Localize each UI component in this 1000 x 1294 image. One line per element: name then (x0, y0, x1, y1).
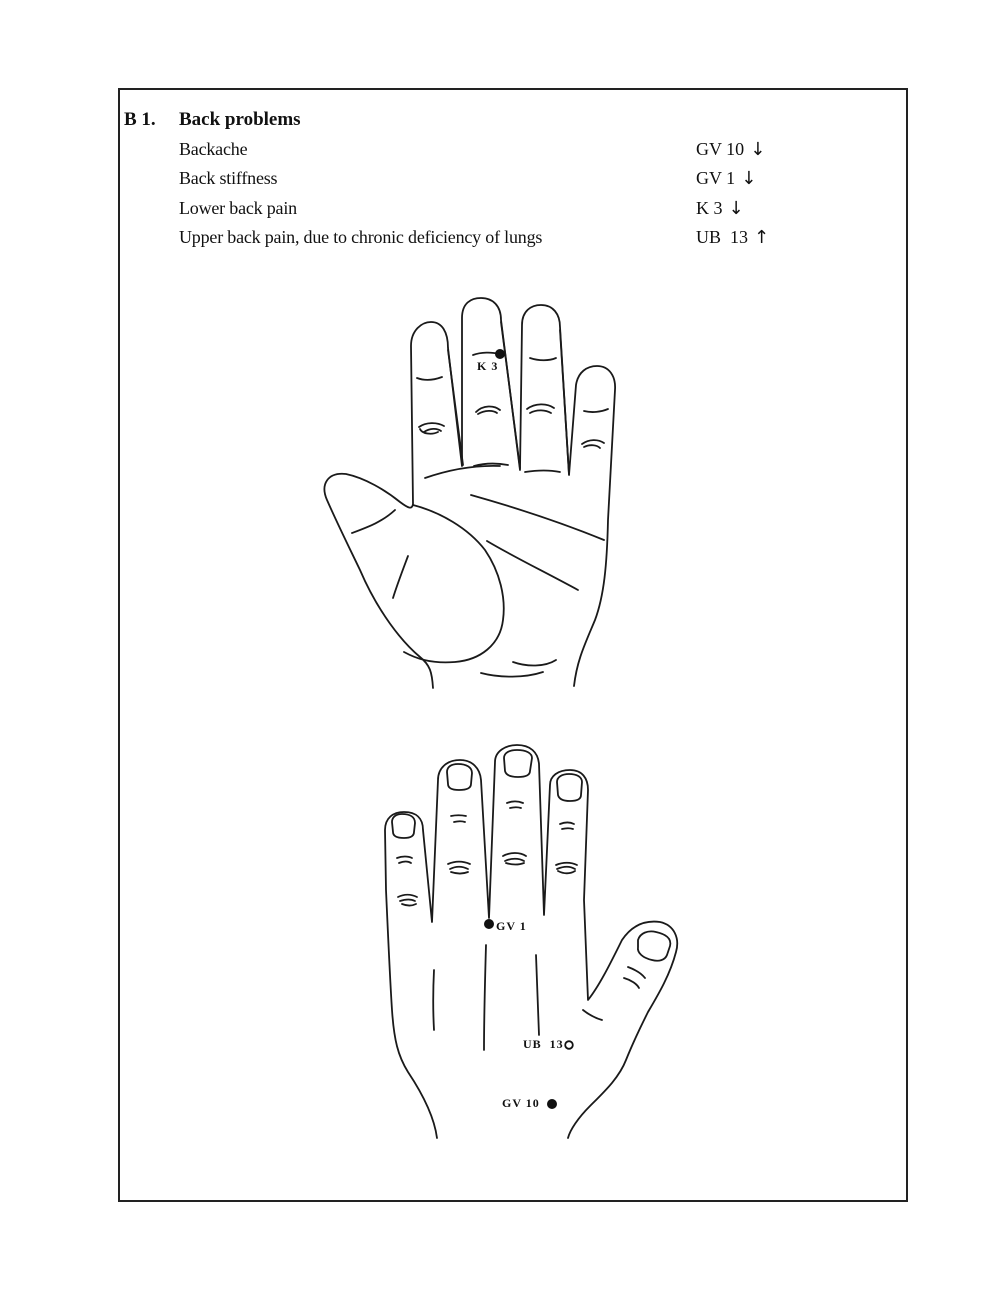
row-label-upper-back-pain: Upper back pain, due to chronic deficiency of lungs (179, 227, 543, 247)
acupoint-gv1-label: GV 1 (496, 919, 527, 933)
arrow-up-icon: ↑ (754, 227, 770, 248)
acupoint-gv10-label: GV 10 (502, 1096, 540, 1110)
row-code-lower-back-pain: K 3 ↓ (696, 198, 744, 219)
acupoint-gv1-marker (485, 920, 494, 929)
acupoint-ub13-marker (565, 1041, 573, 1049)
section-number: B 1. (124, 109, 156, 130)
acupoint-k3-label: K 3 (477, 359, 499, 373)
row-code-upper-back-pain: UB 13 ↑ (696, 227, 770, 248)
row-label-back-stiffness: Back stiffness (179, 168, 278, 188)
acupoint-ub13-label: UB 13 (523, 1037, 564, 1051)
row-label-backache: Backache (179, 139, 248, 159)
arrow-down-icon: ↓ (741, 168, 757, 189)
row-label-lower-back-pain: Lower back pain (179, 198, 297, 218)
section-title: Back problems (179, 109, 301, 130)
row-code-backache: GV 10 ↓ (696, 139, 766, 160)
acupoint-gv10-marker (548, 1100, 557, 1109)
arrow-down-icon: ↓ (750, 139, 766, 160)
arrow-down-icon: ↓ (728, 198, 744, 219)
row-code-back-stiffness: GV 1 ↓ (696, 168, 757, 189)
